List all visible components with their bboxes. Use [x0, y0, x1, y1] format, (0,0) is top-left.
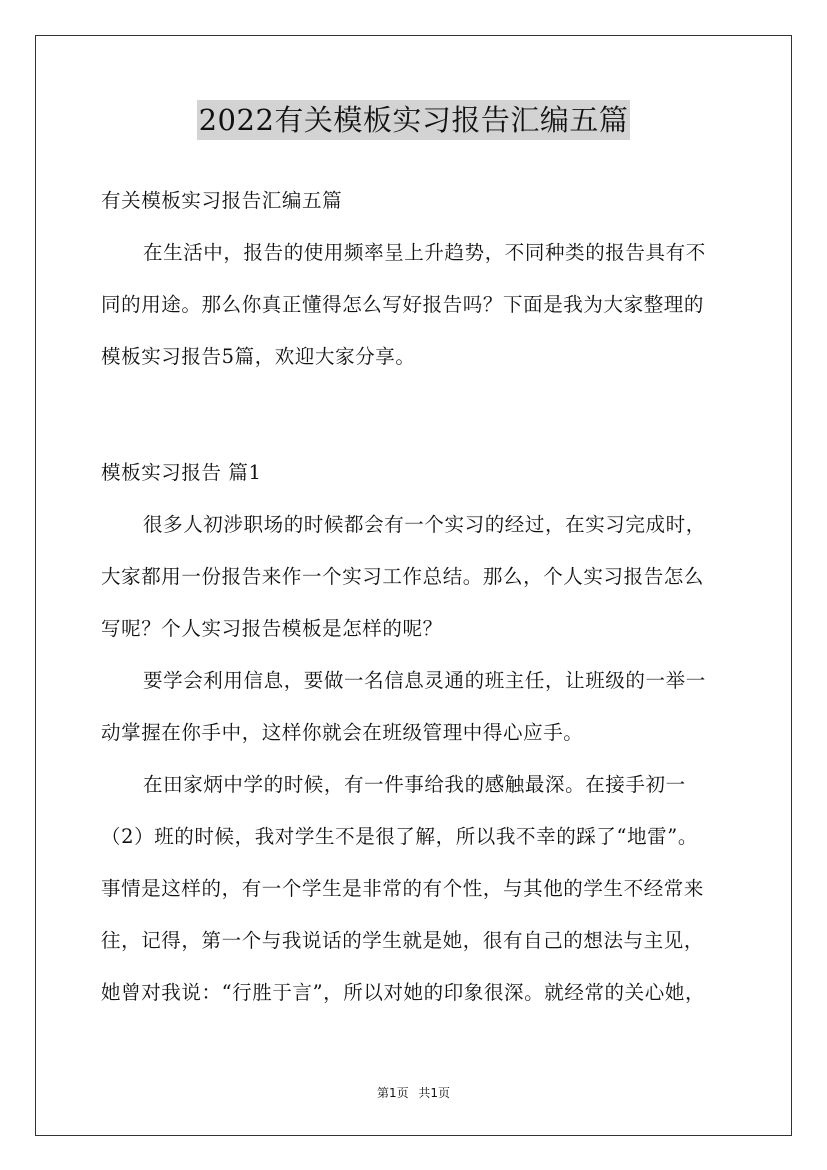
paragraph-line: 动掌握在你手中，这样你就会在班级管理中得心应手。	[101, 721, 584, 744]
paragraph-line: 写呢？个人实习报告模板是怎样的呢？	[101, 617, 443, 640]
paragraph-line: 大家都用一份报告来作一个实习工作总结。那么，个人实习报告怎么	[101, 565, 705, 588]
page-total: 共1页	[418, 1086, 451, 1100]
paragraph-line: 在田家炳中学的时候，有一件事给我的感触最深。在接手初一	[143, 773, 686, 796]
intro-line: 同的用途。那么你真正懂得怎么写好报告吗？下面是我为大家整理的	[101, 293, 705, 316]
document-title: 2022有关模板实习报告汇编五篇	[197, 100, 631, 140]
page-number: 第1页	[376, 1086, 409, 1100]
section-heading: 模板实习报告 篇1	[101, 461, 262, 484]
intro-line: 在生活中，报告的使用频率呈上升趋势，不同种类的报告具有不	[143, 241, 706, 264]
document-body	[101, 175, 729, 1019]
subtitle: 有关模板实习报告汇编五篇	[101, 189, 343, 212]
paragraph-line: 要学会利用信息，要做一名信息灵通的班主任，让班级的一举一	[143, 669, 706, 692]
intro-line: 模板实习报告5篇，欢迎大家分享。	[101, 345, 416, 368]
paragraph-line: （2）班的时候，我对学生不是很了解，所以我不幸的踩了“地雷”。	[101, 825, 698, 848]
title-container	[0, 100, 827, 140]
section-gap	[101, 383, 729, 447]
paragraph-line: 她曾对我说：“行胜于言”，所以对她的印象很深。就经常的关心她，	[101, 981, 706, 1004]
paragraph-line: 往，记得，第一个与我说话的学生就是她，很有自己的想法与主见，	[101, 929, 705, 952]
page-footer	[0, 1084, 827, 1101]
paragraph-line: 很多人初涉职场的时候都会有一个实习的经过，在实习完成时，	[143, 513, 706, 536]
paragraph-line: 事情是这样的，有一个学生是非常的有个性，与其他的学生不经常来	[101, 877, 705, 900]
